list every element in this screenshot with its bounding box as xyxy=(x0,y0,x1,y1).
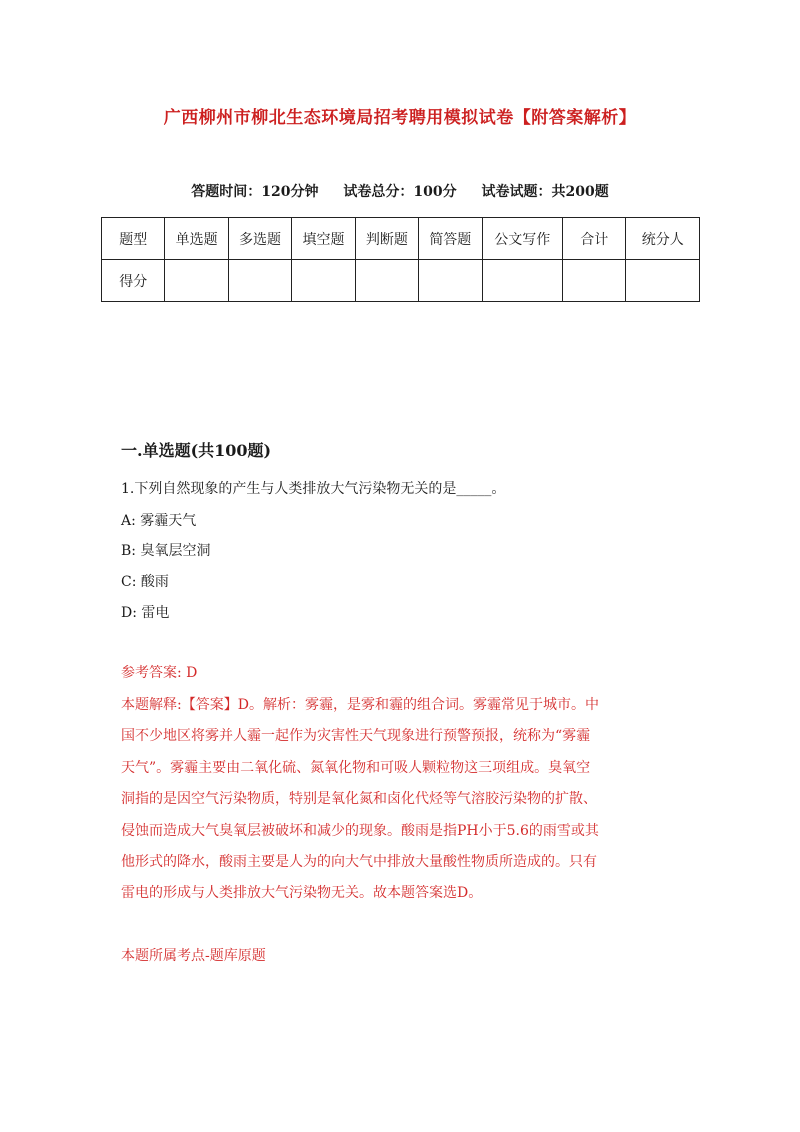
score-cell[interactable] xyxy=(482,260,563,302)
score-cell[interactable] xyxy=(228,260,291,302)
header-cell: 公文写作 xyxy=(482,218,563,260)
score-cell[interactable] xyxy=(563,260,626,302)
score-table-header-row xyxy=(102,218,700,260)
explanation-line: 雷电的形成与人类排放大气污染物无关。故本题答案选D。 xyxy=(121,885,483,902)
option-d: D: 雷电 xyxy=(121,605,170,621)
header-cell: 题型 xyxy=(102,218,165,260)
option-c: C: 酸雨 xyxy=(121,574,169,590)
score-cell[interactable] xyxy=(165,260,228,302)
explanation-line: 本题解释:【答案】D。解析：雾霾，是雾和霾的组合词。雾霾常见于城市。中 xyxy=(121,697,599,713)
exam-question-count: 试卷试题：共200题 xyxy=(481,184,609,200)
exam-total-score: 试卷总分：100分 xyxy=(343,184,457,200)
section-title: 一.单选题(共100题) xyxy=(121,441,272,460)
header-cell: 多选题 xyxy=(228,218,291,260)
question-stem: 1.下列自然现象的产生与人类排放大气污染物无关的是_____。 xyxy=(121,481,506,497)
header-cell: 填空题 xyxy=(292,218,355,260)
header-cell: 单选题 xyxy=(165,218,228,260)
header-cell: 简答题 xyxy=(419,218,482,260)
exam-time: 答题时间：120分钟 xyxy=(191,184,319,200)
explanation-line: 他形式的降水，酸雨主要是人为的向大气中排放大量酸性物质所造成的。只有 xyxy=(121,854,597,871)
option-b: B: 臭氧层空洞 xyxy=(121,543,211,559)
topic-note: 本题所属考点-题库原题 xyxy=(121,948,266,964)
header-cell: 判断题 xyxy=(355,218,418,260)
header-cell: 合计 xyxy=(563,218,626,260)
score-row-label: 得分 xyxy=(102,260,165,302)
option-a: A: 雾霾天气 xyxy=(121,513,197,529)
header-cell: 统分人 xyxy=(626,218,700,260)
explanation xyxy=(121,690,691,910)
explanation-line: 侵蚀而造成大气臭氧层被破坏和减少的现象。酸雨是指PH小于5.6的雨雪或其 xyxy=(121,822,599,839)
exam-meta xyxy=(0,181,800,201)
score-table xyxy=(101,217,700,302)
exam-title: 广西柳州市柳北生态环境局招考聘用模拟试卷【附答案解析】 xyxy=(163,108,637,128)
reference-answer: 参考答案: D xyxy=(121,665,198,681)
explanation-line: 洞指的是因空气污染物质，特别是氧化氮和卤化代烃等气溶胶污染物的扩散、 xyxy=(121,791,597,808)
score-cell[interactable] xyxy=(355,260,418,302)
score-cell[interactable] xyxy=(419,260,482,302)
explanation-line: 国不少地区将雾并人霾一起作为灾害性天气现象进行预警预报，统称为“雾霾 xyxy=(121,728,591,745)
score-table-score-row xyxy=(102,260,700,302)
score-cell[interactable] xyxy=(626,260,700,302)
score-cell[interactable] xyxy=(292,260,355,302)
explanation-line: 天气”。雾霾主要由二氧化硫、氮氧化物和可吸人颗粒物这三项组成。臭氧空 xyxy=(121,759,591,776)
